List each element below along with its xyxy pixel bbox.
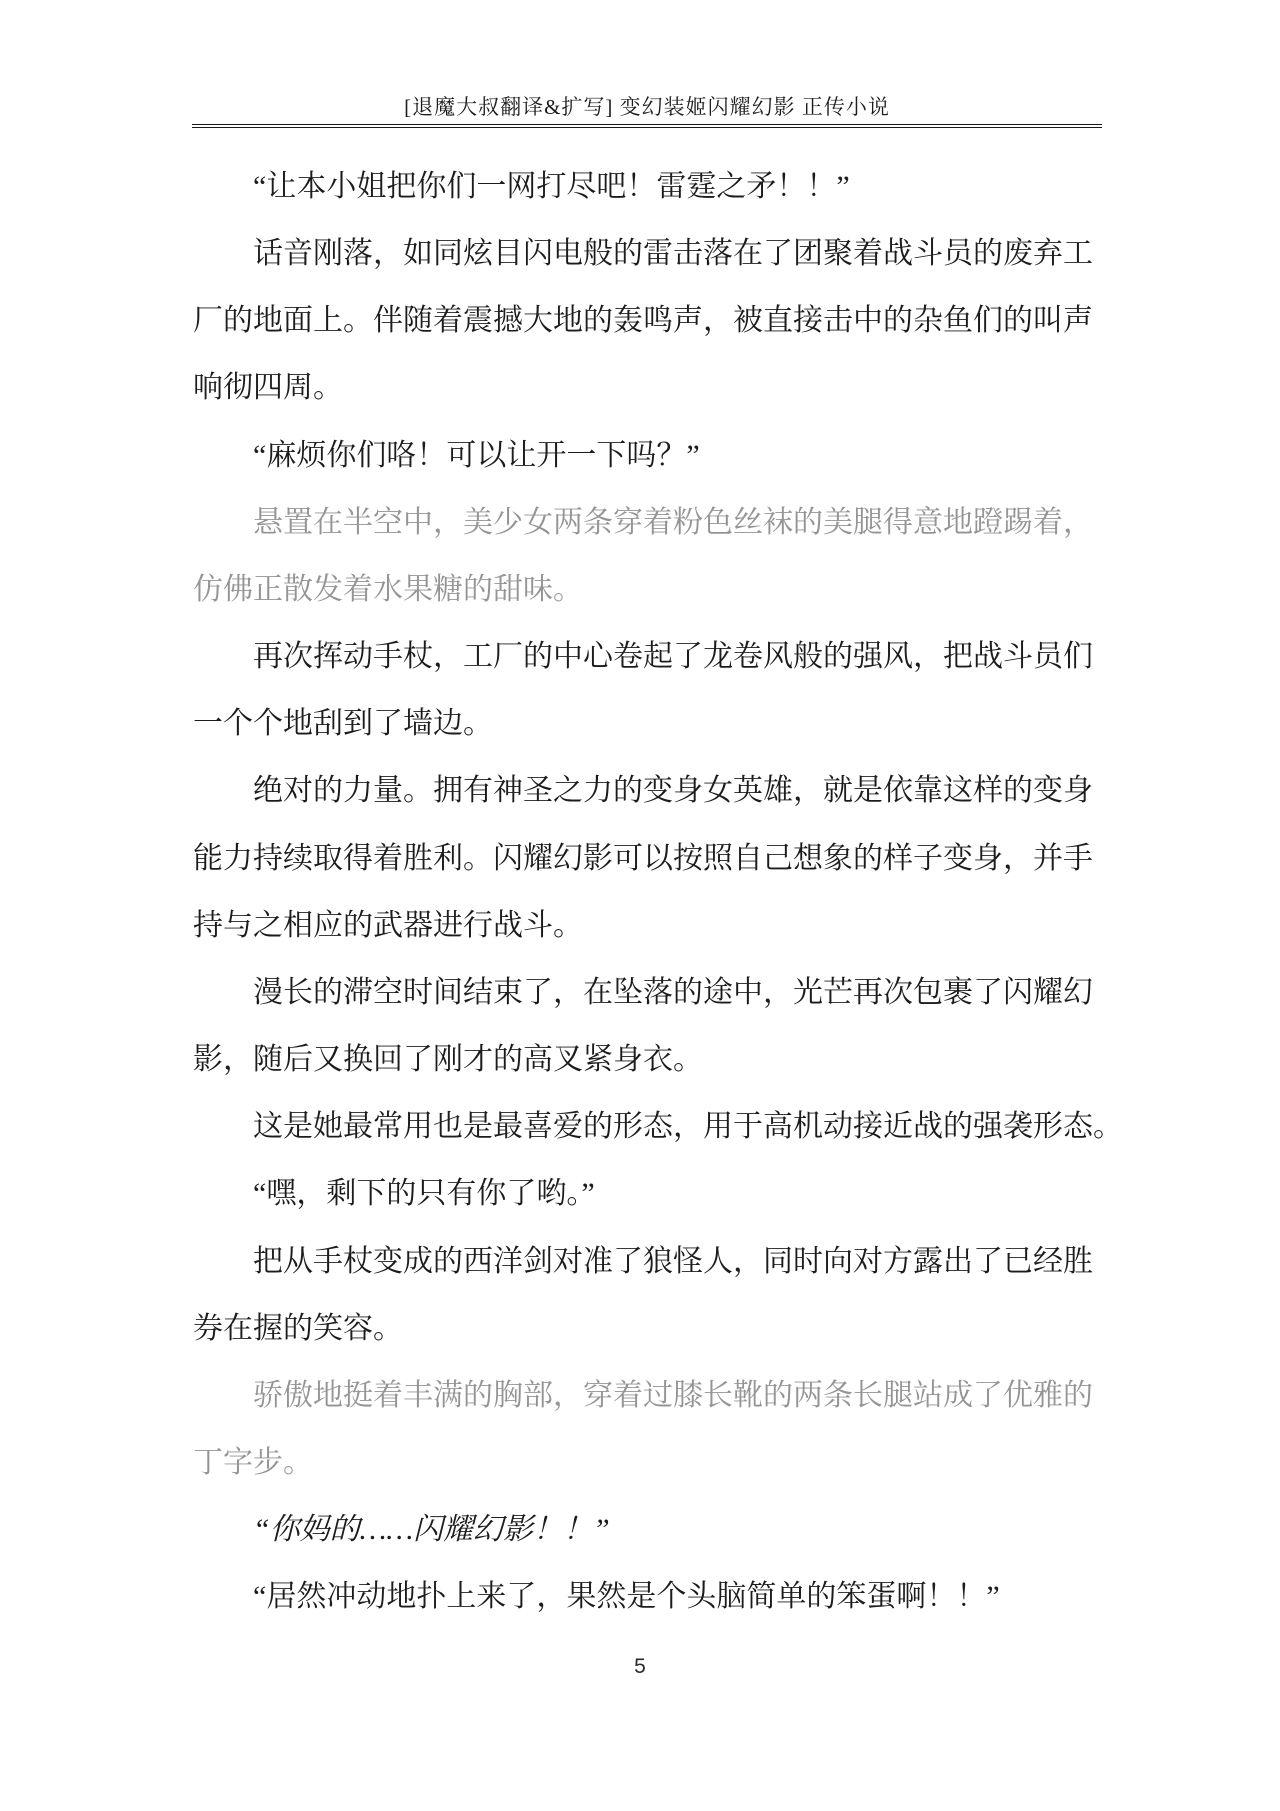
text-lines [193,153,1123,1630]
text-line: 一个个地刮到了墙边。 [193,707,493,741]
text-line: “麻烦你们咯！可以让开一下吗？” [253,438,700,472]
text-line: 这是她最常用也是最喜爱的形态，用于高机动接近战的强袭形态。 [253,1110,1123,1144]
text-line: 骄傲地挺着丰满的胸部，穿着过膝长靴的两条长腿站成了优雅的 [253,1378,1093,1412]
document-header-title: [退魔大叔翻译&扩写] 变幻装姬闪耀幻影 正传小说 [404,95,890,119]
text-line: 响彻四周。 [193,371,343,405]
text-line: 再次挥动手杖，工厂的中心卷起了龙卷风般的强风，把战斗员们 [253,640,1093,674]
text-line: 券在握的笑容。 [193,1311,403,1345]
text-line: 厂的地面上。伴随着震撼大地的轰鸣声，被直接击中的杂鱼们的叫声 [193,304,1093,338]
text-line: “让本小姐把你们一网打尽吧！雷霆之矛！！” [253,170,850,203]
text-line: 把从手杖变成的西洋剑对准了狼怪人，同时向对方露出了已经胜 [253,1244,1093,1278]
text-line: 悬置在半空中，美少女两条穿着粉色丝袜的美腿得意地蹬踢着， [253,505,1093,539]
text-line: 丁字步。 [193,1445,313,1479]
text-line: “你妈的……闪耀幻影！！” [253,1513,610,1547]
text-line: 漫长的滞空时间结束了，在坠落的途中，光芒再次包裹了闪耀幻 [253,975,1093,1009]
text-line: 话音刚落，如同炫目闪电般的雷击落在了团聚着战斗员的废弃工 [253,237,1093,271]
text-line: 能力持续取得着胜利。闪耀幻影可以按照自己想象的样子变身，并手 [193,841,1093,875]
text-line: 绝对的力量。拥有神圣之力的变身女英雄，就是依靠这样的变身 [253,774,1093,808]
text-line: 影，随后又换回了刚才的高叉紧身衣。 [193,1043,703,1077]
page-number: 5 [634,1655,646,1678]
header-rule [192,124,1102,128]
text-line: 仿佛正散发着水果糖的甜味。 [193,572,583,606]
text-line: “嘿，剩下的只有你了哟。” [253,1177,595,1211]
text-line: 持与之相应的武器进行战斗。 [193,908,583,942]
text-line: “居然冲动地扑上来了，果然是个头脑简单的笨蛋啊！！” [253,1580,1000,1614]
